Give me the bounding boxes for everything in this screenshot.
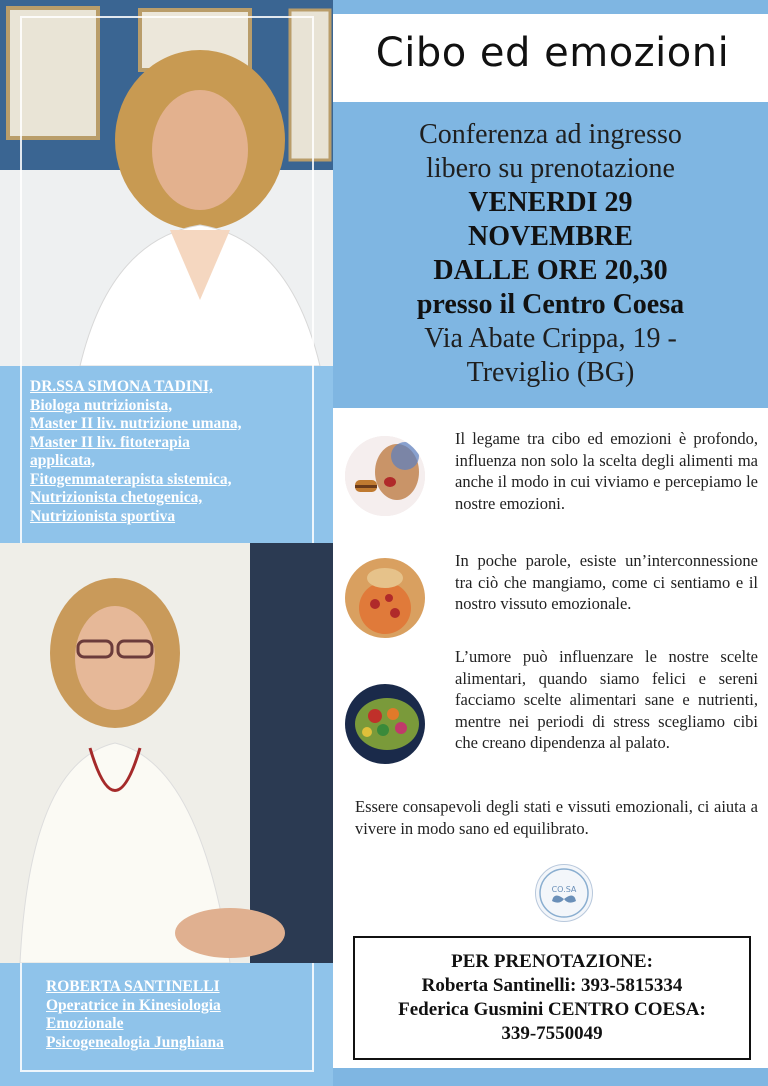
brain-food-image	[345, 684, 425, 764]
speaker1-line: Biologa nutrizionista,	[30, 396, 173, 414]
event-date2: NOVEMBRE	[468, 221, 633, 252]
event-date1: VENERDI 29	[468, 187, 633, 218]
coesa-logo-icon	[536, 865, 592, 921]
event-venue: presso il Centro Coesa	[416, 289, 685, 320]
speaker2-line: ROBERTA SANTINELLI	[46, 978, 220, 995]
description-panel	[333, 408, 768, 1068]
pizza-image	[345, 558, 425, 638]
speaker2-line: Psicogenealogia Junghiana	[46, 1033, 224, 1051]
speaker1-line: Fitogemmaterapista sistemica,	[30, 470, 232, 488]
speaker1-line: Nutrizionista chetogenica,	[30, 489, 203, 506]
booking-line1: Roberta Santinelli: 393-5815334	[421, 975, 683, 996]
emotion-eating-illustration	[345, 436, 425, 516]
page-title: Cibo ed emozioni	[375, 30, 730, 76]
left-column	[0, 0, 333, 1086]
booking-line3: 339-7550049	[501, 1023, 603, 1044]
speaker2-caption	[46, 978, 224, 1052]
event-line2: libero su prenotazione	[426, 153, 675, 184]
speaker1-line: DR.SSA SIMONA TADINI,	[30, 378, 213, 395]
pizza-illustration	[345, 558, 425, 638]
speaker2-photo	[0, 543, 333, 963]
booking-line2: Federica Gusmini CENTRO COESA:	[398, 999, 706, 1020]
speaker1-line: Nutrizionista sportiva	[30, 507, 176, 525]
logo-text: CO.SA	[551, 885, 577, 894]
event-address1: Via Abate Crippa, 19 -	[424, 323, 677, 354]
event-info	[333, 118, 768, 390]
right-column	[333, 0, 768, 1086]
event-line1: Conferenza ad ingresso	[419, 119, 682, 150]
speaker1-caption	[30, 378, 242, 526]
paragraph-3: L’umore può influenzare le nostre scelte alimentari, quando siamo felici e sereni facciamo scelte alimentari sane e nutrienti, mentre nei periodi di stress scegliamo cibi che creano dipendenza al palato.	[455, 647, 758, 752]
speaker1-line: Master II liv. nutrizione umana,	[30, 415, 242, 432]
event-time: DALLE ORE 20,30	[433, 255, 668, 286]
title-banner	[333, 14, 768, 102]
coesa-logo	[535, 864, 593, 922]
speaker1-line: applicata,	[30, 452, 96, 469]
speaker2-line: Emozionale	[46, 1015, 124, 1032]
paragraph-2: In poche parole, esiste un’interconnessione tra ciò che mangiamo, come ci sentiamo e il nostro vissuto emozionale.	[455, 551, 758, 613]
event-address2: Treviglio (BG)	[466, 357, 635, 388]
brain-food-illustration	[345, 684, 425, 764]
speaker2-photo-illustration	[0, 543, 333, 963]
booking-heading: PER PRENOTAZIONE:	[451, 951, 653, 972]
booking-box	[353, 936, 751, 1060]
paragraph-1: Il legame tra cibo ed emozioni è profondo, influenza non solo la scelta degli alimenti ma anche il modo in cui viviamo e percepiamo le nostre emozioni.	[455, 429, 758, 513]
emotion-eating-image	[345, 436, 425, 516]
speaker2-line: Operatrice in Kinesiologia	[46, 996, 221, 1014]
speaker1-line: Master II liv. fitoterapia	[30, 433, 190, 451]
paragraph-4: Essere consapevoli degli stati e vissuti emozionali, ci aiuta a vivere in modo sano ed equilibrato.	[355, 797, 758, 838]
